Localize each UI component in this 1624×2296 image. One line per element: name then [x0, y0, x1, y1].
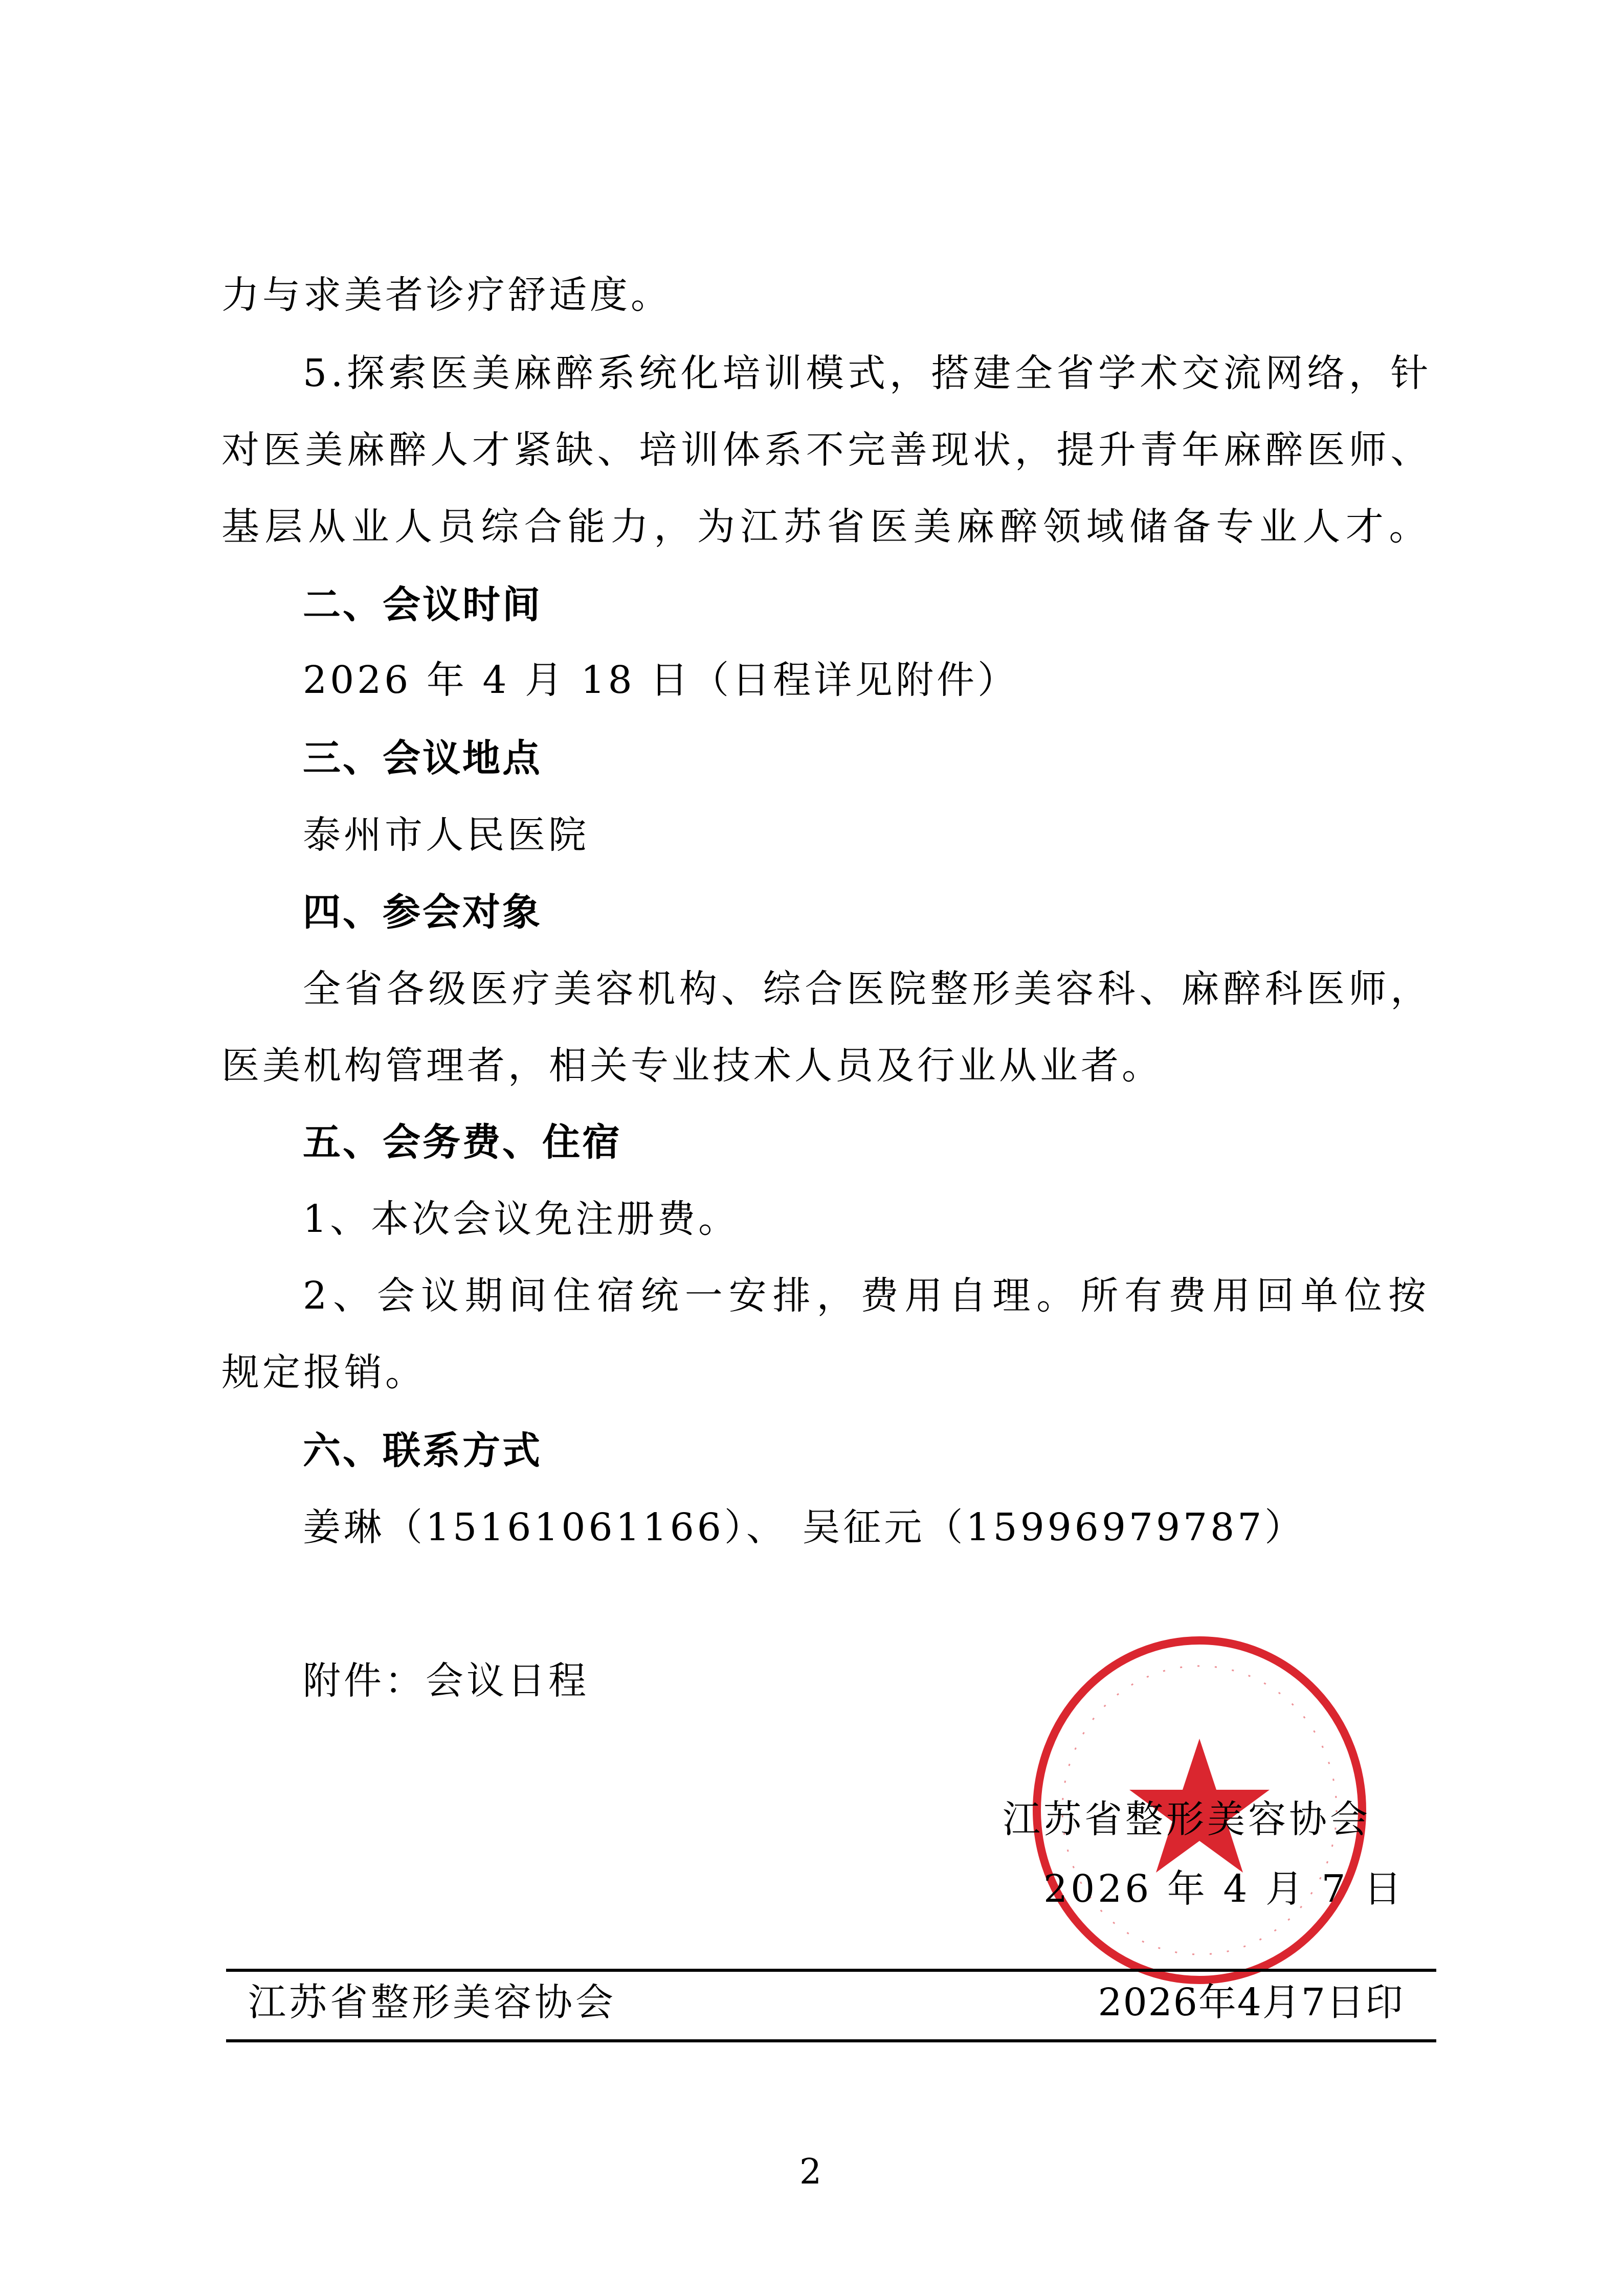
paragraph-line: 5.探索医美麻醉系统化培训模式，搭建全省学术交流网络，针: [303, 351, 1432, 395]
section-heading-time: 二、会议时间: [303, 583, 542, 627]
paragraph-line: 1、本次会议免注册费。: [303, 1197, 740, 1241]
section-heading-location: 三、会议地点: [303, 736, 542, 780]
paragraph-line: 基层从业人员综合能力，为江苏省医美麻醉领域储备专业人才。: [221, 505, 1432, 549]
footer-bottom-rule: [226, 2039, 1436, 2042]
signature-date: 2026 年 4 月 7 日: [1043, 1867, 1405, 1911]
page-number: 2: [799, 2152, 825, 2192]
paragraph-line: 力与求美者诊疗舒适度。: [221, 273, 672, 317]
section-heading-attendees: 四、参会对象: [303, 890, 542, 934]
meeting-location: 泰州市人民医院: [303, 813, 589, 857]
footer-printed-date: 2026年4月7日印: [1098, 1980, 1404, 2024]
contact-info: 姜琳（15161061166）、 吴征元（15996979787）: [303, 1505, 1306, 1549]
paragraph-line: 医美机构管理者，相关专业技术人员及行业从业者。: [221, 1044, 1163, 1088]
paragraph-line: 对医美麻醉人才紧缺、培训体系不完善现状，提升青年麻醉医师、: [221, 428, 1432, 472]
signature-org: 江苏省整形美容协会: [1003, 1797, 1371, 1841]
section-heading-contact: 六、联系方式: [303, 1429, 542, 1473]
meeting-date: 2026 年 4 月 18 日（日程详见附件）: [303, 658, 1019, 702]
paragraph-line: 全省各级医疗美容机构、综合医院整形美容科、麻醉科医师，: [303, 967, 1432, 1011]
paragraph-line: 规定报销。: [221, 1350, 426, 1394]
paragraph-line: 2、会议期间住宿统一安排，费用自理。所有费用回单位按: [303, 1274, 1432, 1318]
footer-org: 江苏省整形美容协会: [248, 1980, 616, 2024]
attachment-note: 附件：会议日程: [303, 1659, 589, 1703]
footer-top-rule: [226, 1969, 1436, 1972]
section-heading-fees: 五、会务费、住宿: [303, 1120, 622, 1164]
